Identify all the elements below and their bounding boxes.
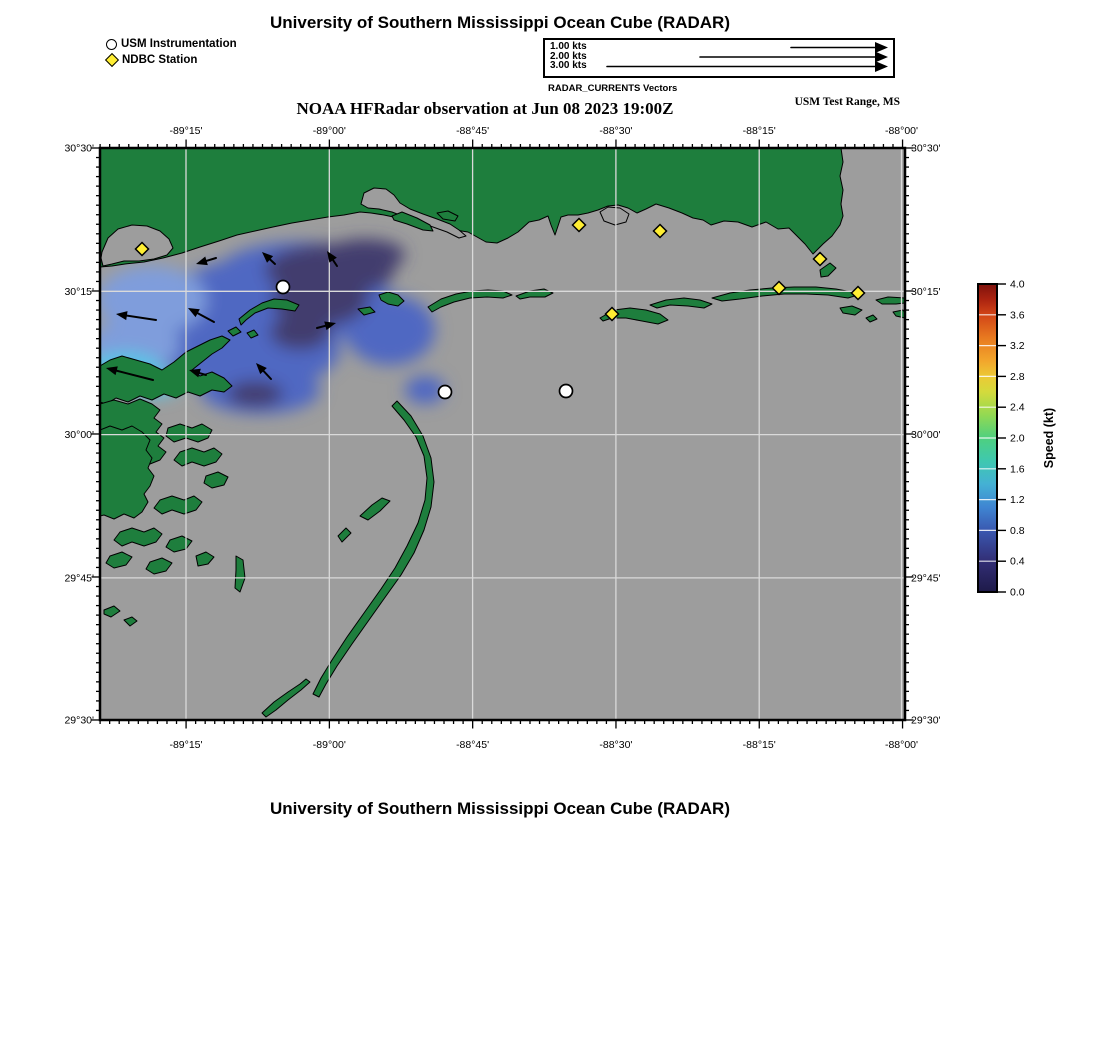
scale-label-1kt: 1.00 kts <box>550 41 587 52</box>
symbol-legend <box>106 36 237 68</box>
usm-instrument-marker <box>560 385 573 398</box>
colorbar-tick-label: 4.0 <box>1010 278 1025 291</box>
lon-tick-label: -88°15' <box>742 739 776 751</box>
legend-label-ndbc: NDBC Station <box>122 54 198 66</box>
observation-title: NOAA HFRadar observation at Jun 08 2023 19:00Z <box>296 99 674 118</box>
lon-tick-label: -89°00' <box>312 125 346 137</box>
usm-instrument-marker <box>439 386 452 399</box>
lat-tick-label: 29°45' <box>64 572 94 585</box>
lon-tick-label: -88°45' <box>456 739 490 751</box>
scale-label-2kt: 2.00 kts <box>550 50 587 62</box>
colorbar-tick-label: 0.0 <box>1010 586 1025 599</box>
colorbar-tick-label: 0.4 <box>1010 555 1025 568</box>
scale-label-3kt: 3.00 kts <box>550 60 587 71</box>
lat-tick-label: 30°15' <box>911 285 941 298</box>
usm-circle-icon <box>106 39 117 50</box>
legend-item-ndbc <box>106 52 237 68</box>
lon-tick-label: -88°45' <box>456 125 490 137</box>
lat-tick-label: 30°00' <box>911 429 941 442</box>
colorbar <box>978 279 1056 599</box>
lon-tick-label: -88°30' <box>599 739 633 751</box>
page-title-top: University of Southern Mississippi Ocean Cube (RADAR) <box>269 13 730 32</box>
lat-tick-label: 30°00' <box>64 429 94 442</box>
colorbar-tick-label: 1.2 <box>1010 494 1025 507</box>
colorbar-tick-label: 1.6 <box>1010 463 1025 476</box>
vector-scale-box <box>543 38 895 78</box>
colorbar-title: Speed (kt) <box>1042 407 1056 469</box>
lon-tick-label: -89°15' <box>169 125 203 137</box>
colorbar-tick-label: 2.8 <box>1010 370 1025 383</box>
lon-tick-label: -88°00' <box>884 739 919 751</box>
colorbar-tick-label: 2.0 <box>1010 432 1025 445</box>
lat-tick-label: 30°15' <box>64 285 94 298</box>
colorbar-tick-label: 3.6 <box>1010 309 1025 322</box>
colorbar-tick-label: 3.2 <box>1010 340 1025 353</box>
legend-label-usm: USM Instrumentation <box>121 38 237 50</box>
page-title-bottom: University of Southern Mississippi Ocean Cube (RADAR) <box>269 799 730 818</box>
vector-scale-caption: RADAR_CURRENTS Vectors <box>548 83 678 94</box>
lat-tick-label: 29°30' <box>64 714 94 727</box>
lon-tick-label: -88°00' <box>884 125 919 137</box>
lat-tick-label: 30°30' <box>64 142 94 155</box>
ndbc-diamond-icon <box>105 53 119 67</box>
usm-instrument-marker <box>277 281 290 294</box>
lon-tick-label: -88°15' <box>742 125 776 137</box>
legend-item-usm <box>106 36 237 52</box>
colorbar-tick-label: 0.8 <box>1010 524 1025 537</box>
lon-tick-label: -89°00' <box>312 739 346 751</box>
test-range-label: USM Test Range, MS <box>794 96 900 108</box>
lat-tick-label: 29°30' <box>911 714 941 727</box>
lat-tick-label: 29°45' <box>911 572 941 585</box>
lon-tick-label: -88°30' <box>599 125 633 137</box>
lon-tick-label: -89°15' <box>169 739 203 751</box>
lat-tick-label: 30°30' <box>911 142 941 155</box>
colorbar-tick-label: 2.4 <box>1010 401 1025 414</box>
